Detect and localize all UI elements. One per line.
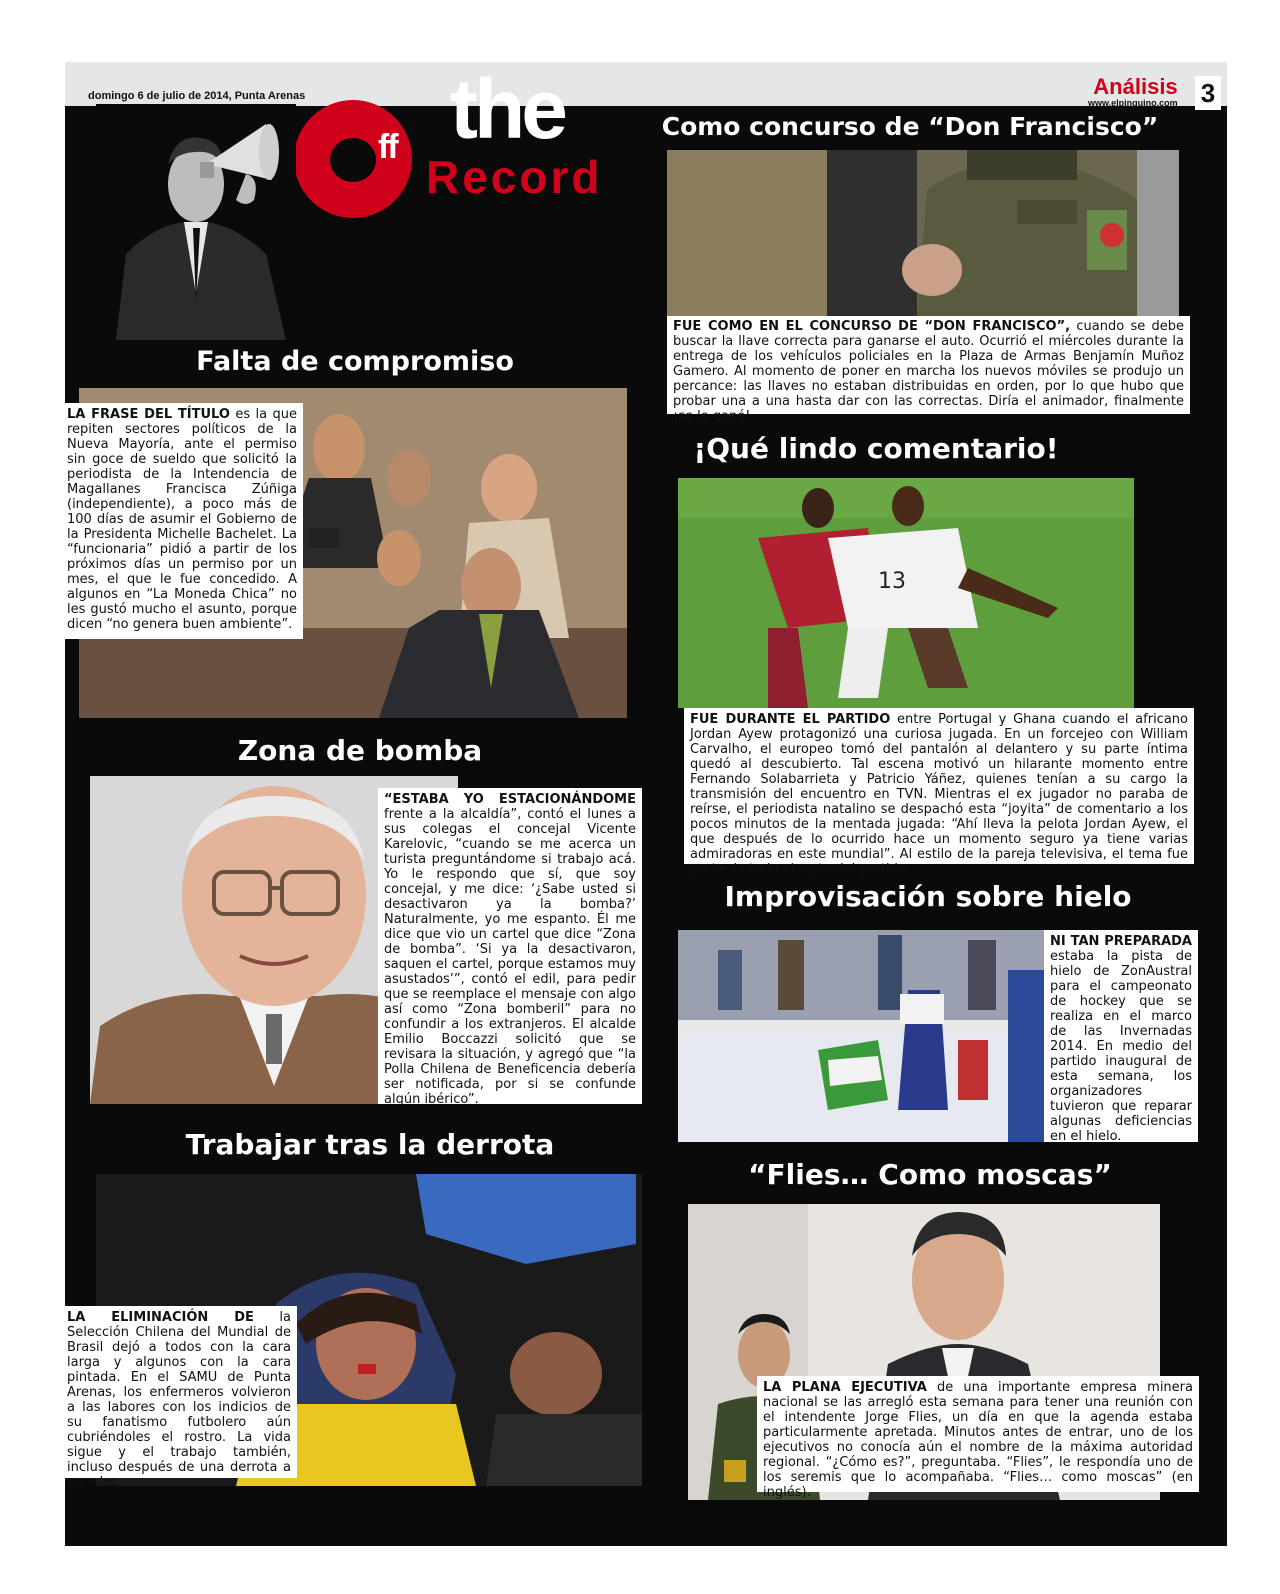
- caption-bomba: [378, 788, 642, 1107]
- photo-football-match: [678, 478, 1134, 708]
- svg-text:13: 13: [878, 569, 906, 594]
- caption-lead: FUE DURANTE EL PARTIDO: [690, 712, 891, 727]
- dateline: domingo 6 de julio de 2014, Punta Arenas: [88, 90, 306, 102]
- section-logo-the: the: [450, 62, 564, 156]
- caption-lead: LA FRASE DEL TÍTULO: [67, 407, 230, 422]
- page-number: 3: [1195, 76, 1221, 110]
- brand-block[interactable]: [1088, 76, 1178, 108]
- caption-body: de una importante empresa minera nacional se las arregló esta semana para tener una reunión con el intendente Jorge Flies, un día en que la agenda estaba particularmente apretada. Minutos antes de entrar, uno de los ejecutivos no conocía aún el nombre de la máxima autoridad regional. “¿Cómo es?”, preguntaba. “Flies”, le respondía uno de los seremis que lo acompañaba. “Flies… como moscas” (en inglés).: [763, 1380, 1193, 1500]
- caption-body: es la que repiten sectores políticos de la Nueva Mayoría, ante el permiso sin goce de sueldo que solicitó la periodista de la Intendencia de Magallanes Francisca Zúñiga (independiente), a poco más de 100 días de asumir el Gobierno de la Presidenta Michelle Bachelet. La “funcionaria” pidió a partir de los próximos días un permiso por un mes, el que le fue concedido. A algunos en “La Moneda Chica” no les gustó mucho el asunto, porque dicen “no genera buen ambiente”.: [67, 407, 297, 632]
- caption-derrota: [61, 1306, 297, 1490]
- headline-moscas: “Flies… Como moscas”: [748, 1158, 1112, 1191]
- caption-lead: LA PLANA EJECUTIVA: [763, 1380, 927, 1395]
- caption-lead: FUE COMO EN EL CONCURSO DE “DON FRANCISCO”,: [673, 319, 1071, 334]
- section-logo-o-hole: [330, 138, 376, 182]
- caption-body: entre Portugal y Ghana cuando el africano Jordan Ayew protagonizó una curiosa jugada. En un forcejeo con William Carvalho, el europeo tomó del pantalón al delantero y su parte íntima quedó al descubierto. Tal escena motivó un hilarante momento entre Fernando Solabarrieta y Patricio Yáñez, quienes tenían a su cargo la transmisión del encuentro en TVN. Mientras el ex jugador no paraba de reírse, el periodista natalino se despachó esta “joyita” de comentario a los pocos minutos de la mentada jugada: “Ahí lleva la pelota Jordan Ayew, el que después de lo ocurrido hace un momento seguro ya tiene varias admiradoras en este mundial”. Al estilo de la pareja televisiva, el tema fue parte de todo el resto del partido.: [690, 712, 1188, 877]
- headline-hielo: Improvisación sobre hielo: [724, 880, 1132, 913]
- brand-url: www.elpinguino.com: [1088, 98, 1178, 108]
- caption-body: la Selección Chilena del Mundial de Brasil dejó a todos con la cara larga y algunos con la cara pintada. En el SAMU de Punta Arenas, los enfermeros volvieron a las labores con los indicios de su fanatismo futbolero aún cubriéndoles el rostro. La vida sigue y el trabajo también, incluso después de una derrota a penales.: [67, 1310, 291, 1490]
- caption-compromiso: [61, 403, 303, 639]
- headline-derrota: Trabajar tras la derrota: [185, 1128, 555, 1161]
- caption-lead: LA ELIMINACIÓN DE: [67, 1310, 254, 1325]
- caption-moscas: [757, 1376, 1199, 1500]
- headline-bomba: Zona de bomba: [237, 734, 483, 767]
- caption-lead: NI TAN PREPARADA: [1050, 934, 1192, 949]
- caption-body: frente a la alcaldía”, contó el lunes a sus colegas el concejal Vicente Karelovic, “cuando se me acerca un turista preguntándome si trabajo acá. Yo le respondo que sí, que soy concejal, y me dice: ‘¿Sabe usted si desactivaron ya la bomba?’ Naturalmente, yo me espanto. Él me dice que vio un cartel que dice “Zona de bomba”. ‘Si ya la desactivaron, saquen el cartel, porque estamos muy asustados’”, contó el edil, para pedir que se reemplace el mensaje con algo así como “Zona bomberil” para no confundir a los extranjeros. El alcalde Emilio Boccazzi solicitó que se revisara la situación, y agregó que “la Polla Chilena de Beneficencia debería ser notificada, por si se confunde algún ibérico”.: [384, 807, 636, 1107]
- caption-don-francisco: [667, 316, 1190, 424]
- headline-comentario: ¡Qué lindo comentario!: [693, 432, 1059, 465]
- photo-ice-rink: [678, 930, 1044, 1142]
- headline-compromiso: Falta de compromiso: [196, 346, 514, 377]
- headline-don-francisco: Como concurso de “Don Francisco”: [661, 112, 1159, 141]
- caption-body: estaba la pista de hielo de ZonAustral para el campeonato de hockey que se realiza en el marco de las Invernadas 2014. En medio del partido inaugural de esta semana, los organizadores tuvieron que reparar algunas deficiencias en el hielo.: [1050, 949, 1192, 1144]
- megaphone-man-illustration: [96, 104, 296, 340]
- section-logo-ff: ff: [378, 128, 397, 166]
- caption-comentario: [684, 708, 1194, 877]
- section-logo-record: Record: [426, 151, 603, 203]
- caption-lead: “ESTABA YO ESTACIONÁNDOME: [384, 792, 636, 807]
- caption-hielo: [1044, 930, 1198, 1142]
- photo-police-officer: [667, 150, 1179, 316]
- brand-logo: Análisis: [1093, 74, 1178, 99]
- caption-body: cuando se debe buscar la llave correcta para ganarse el auto. Ocurrió el miércoles durante la entrega de los vehículos policiales en la Plaza de Armas Benjamín Muñoz Gamero. Al momento de poner en marcha los nuevos móviles se produjo un percance: las llaves no estaban distribuidas en orden, por lo que hubo que probar una a una hasta dar con las correctas. Diría el animador, finalmente ¡se lo ganó!: [673, 319, 1185, 424]
